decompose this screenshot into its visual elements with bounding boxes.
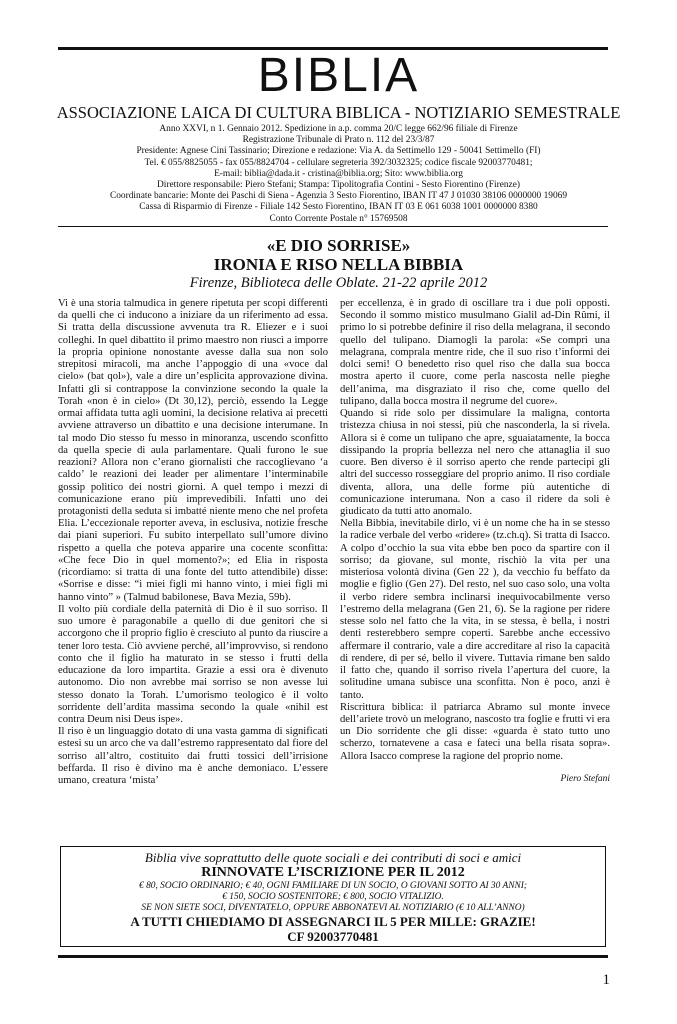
paragraph: Quando si ride solo per dissimulare la maligna, contorta tristezza chiusa in noi stessi, più che nasconderla, la si rivela. Allora si è come un tulipano che apre, sguaiatamente, la bocca dissipando la propria bellezza nel nero che attanaglia il suo cuore. Ben diverso è il sorriso aperto che rende partecipi gli altri del successo rosseggiare del proprio animo. Il riso cordiale diventa, allora, una delle forme più autentiche di comunicazione interumana. Non a caso il ridere da soli è giudicato da tutti atto anomalo.: [340, 408, 610, 517]
info-line: Registrazione Tribunale di Prato n. 112 del 23/3/87: [242, 135, 435, 146]
masthead-subtitle: ASSOCIAZIONE LAICA DI CULTURA BIBLICA - NOTIZIARIO SEMESTRALE: [56, 103, 621, 122]
paragraph: per eccellenza, è in grado di oscillare tra i due poli opposti. Secondo il sommo mistico musulmano Gialil ad-Din Rûmi, il primo lo si potrebbe definire il riso della melagrana, il secondo quello del tulipano. Diamogli la parola: «Se compri una melagrana, comprala mentre ride, che il suo riso t’informi dei dolci semi! O benedetto riso quel riso che dalla sua bocca mostra aperto il cuore, come perla nascosta nelle pieghe dell’anima, ma disgraziato il riso che, come quello del tulipano, dalla bocca mostra il negrume del cuore».: [340, 298, 610, 407]
info-line: Anno XXVI, n 1. Gennaio 2012. Spedizione in a.p. comma 20/C legge 662/96 filiale di Firenze: [159, 124, 518, 134]
masthead-title: BIBLIA: [257, 49, 420, 102]
paragraph: Nella Bibbia, inevitabile dirlo, vi è un nome che ha in se stesso la radice verbale del verbo «ridere» (tz.ch.q). Si tratta di Isacco. A colpo d’occhio la sua vita ebbe ben poco da spartire con il sorriso; da giovane, sul monte, rischiò la vita per una misteriosa volontà divina (Gen 22 ), da vecchio fu beffato da moglie e figlio (Gen 27). Del resto, nel suo caso solo, una volta il verbo ridere sembra inclinarsi inequivocabilmente verso l’estremo della melagrana (Gen 21, 6). Se la ragione per ridere stesse solo nel fatto che la vita, in se stessa, è bella, i nostri denti resterebbero sempre coperti. Sarebbe anche eccessivo affermare il contrario, vale a dire accreditare al riso la capacità di rendere, di per sé, bello il vivere. Tuttavia rimane ben saldo il fatto che, quando il sorriso rivela l’apertura del cuore, la solitudine umana subisce una sconfitta. Non è poco, anzi è tanto.: [340, 518, 611, 701]
info-line: Tel. € 055/8825055 - fax 055/8824704 - cellulare segreteria 392/3032325; codice fiscale 92003770481;: [144, 157, 533, 168]
info-line: Conto Corrente Postale n° 15769508: [269, 213, 408, 224]
paragraph: Riscrittura biblica: il patriarca Abramo sul monte invece dell’ariete trovò un melograno, nascosto tra foglie e frutti vi era un Dio sorridente che gli disse: «guarda è stato tutto uno scherzo, tornatevene a casa e fateci una bella risata sopra». Allora Isacco comprese la ragione del proprio nome.: [340, 701, 610, 762]
paragraph: Vi è una storia talmudica in genere ripetuta per scopi differenti da quelli che ci inducono a iniziare da un riferimento ad essa. Si tratta della discussione avvenuta tra R. Eliezer e i suoi colleghi. In quel dibattito il primo maestro non riuscì a imporre la propria opinione nonostante avesse dalla sua non solo strepitosi miracoli, ma anche l’appoggio di una «voce dal cielo» (bat qol»), vale a dire un’esplicita approvazione divina. Infatti gli si contrappose la convinzione secondo la quale la Torah «non è in cielo» (Dt 30,12), perciò, essendo la Legge ormai affidata tutta agli uomini, la decisione relativa ai precetti avviene attraverso un dibattito e una decisione interumane. In tal modo Dio stesso fu messo in minoranza, uscendo sconfitto da quella specie di aula parlamentare. Quali furono le sue reazioni? Allora non c’erano giornalisti che raccoglievano ‘a caldo’ le reazioni dei leader per alimentare l’interminabile gossip politico dei nostri giorni. A quel tempo i mezzi di comunicazione erano più imprevedibili. Infatti uno dei protagonisti della seduta si imbatté niente meno che nel profeta Elia. L’eccezionale reporter aveva, in esclusiva, notizie fresche dai piani superiori. Fu subito interpellato sull’umore divino rispetto a quella che poteva apparire una cocente sconfitta: «Che fece Dio in quel momento?»; ed Elia in risposta (ricordiamo: si tratta di una fonte del tutto attendibile) disse: «Sorrise e disse: “i miei figli mi hanno vinto, i miei figli mi hanno vinto” » (Talmud babilonese, Bava Mezia, 59b).: [58, 298, 328, 603]
article-headline: [0, 236, 677, 274]
paragraph: Il volto più cordiale della paternità di Dio è il suo sorriso. Il suo umore è paragonabile a quello di due genitori che si accorgono che il proprio figlio è cresciuto al punto da riuscire a tener loro testa. Ciò avviene perché, all’improvviso, si rendono conto che il figlio ha maturato in se stesso i frutti della educazione da loro impartita. Grazie a essi ora è divenuto autonomo. Dio non avrebbe mai sorriso se non avesse lui stesso donato la Torah. L’umorismo teologico è il volto sorridente dell’ardita massima secondo la quale «nihil est contra Deum nisi Deus ispe».: [58, 603, 328, 725]
page-number: 1: [602, 972, 610, 988]
promo-heading: RINNOVATE L’ISCRIZIONE PER IL 2012: [201, 865, 465, 880]
bottom-rule: [58, 955, 608, 958]
info-line: Presidente: Agnese Cini Tassinario; Direzione e redazione: Via A. da Settimello 129 - 50041 Settimello (FI): [136, 146, 541, 157]
promo-fee-line: SE NON SIETE SOCI, DIVENTATELO, OPPURE ABBONATEVI AL NOTIZIARIO (€ 10 ALL’ANNO): [141, 903, 525, 913]
info-line: Coordinate bancarie: Monte dei Paschi di Siena - Agenzia 3 Sesto Fiorentino, IBAN IT 47 J 01030 38106 0000000 19069: [109, 191, 568, 202]
publication-info: [40, 124, 637, 225]
membership-box: [60, 846, 606, 947]
promo-fee-line: € 80, SOCIO ORDINARIO; € 40, OGNI FAMILIARE DI UN SOCIO, O GIOVANI SOTTO AI 30 ANNI;: [139, 881, 527, 891]
info-line: Cassa di Risparmio di Firenze - Filiale 142 Sesto Fiorentino, IBAN IT 03 E 061 6038 1001 0000000 8380: [139, 202, 538, 213]
promo-call: A TUTTI CHIEDIAMO DI ASSEGNARCI IL 5 PER MILLE: GRAZIE!: [130, 914, 536, 929]
title-rule: [58, 226, 608, 227]
article-title-1: «E DIO SORRISE»: [266, 236, 411, 255]
article-signature: Piero Stefani: [560, 773, 610, 784]
promo-fee-line: € 150, SOCIO SOSTENITORE; € 800, SOCIO VITALIZIO.: [222, 892, 444, 902]
article-title-2: IRONIA E RISO NELLA BIBBIA: [213, 255, 464, 274]
promo-line: Biblia vive soprattutto delle quote sociali e dei contributi di soci e amici: [144, 850, 522, 865]
article-column-left: [58, 298, 328, 787]
paragraph: Il riso è un linguaggio dotato di una vasta gamma di significati estesi su un arco che va dall’estremo rappresentato dal fiore del sorriso all’altro, costituito dai frutti tossici dell’irrisione beffarda. Il riso è divino ma è anche demoniaco. L’essere umano, creatura ‘mista’: [58, 726, 328, 787]
info-line: Direttore responsabile: Piero Stefani; Stampa: Tipolitografia Contini - Sesto Fiorentino (Firenze): [157, 180, 520, 191]
article-column-right: [340, 298, 610, 785]
promo-tax-code: CF 92003770481: [287, 929, 379, 944]
info-line: E-mail: biblia@dada.it - cristina@biblia.org; Sito: www.biblia.org: [214, 168, 463, 179]
article-subtitle: Firenze, Biblioteca delle Oblate. 21-22 aprile 2012: [189, 275, 488, 291]
